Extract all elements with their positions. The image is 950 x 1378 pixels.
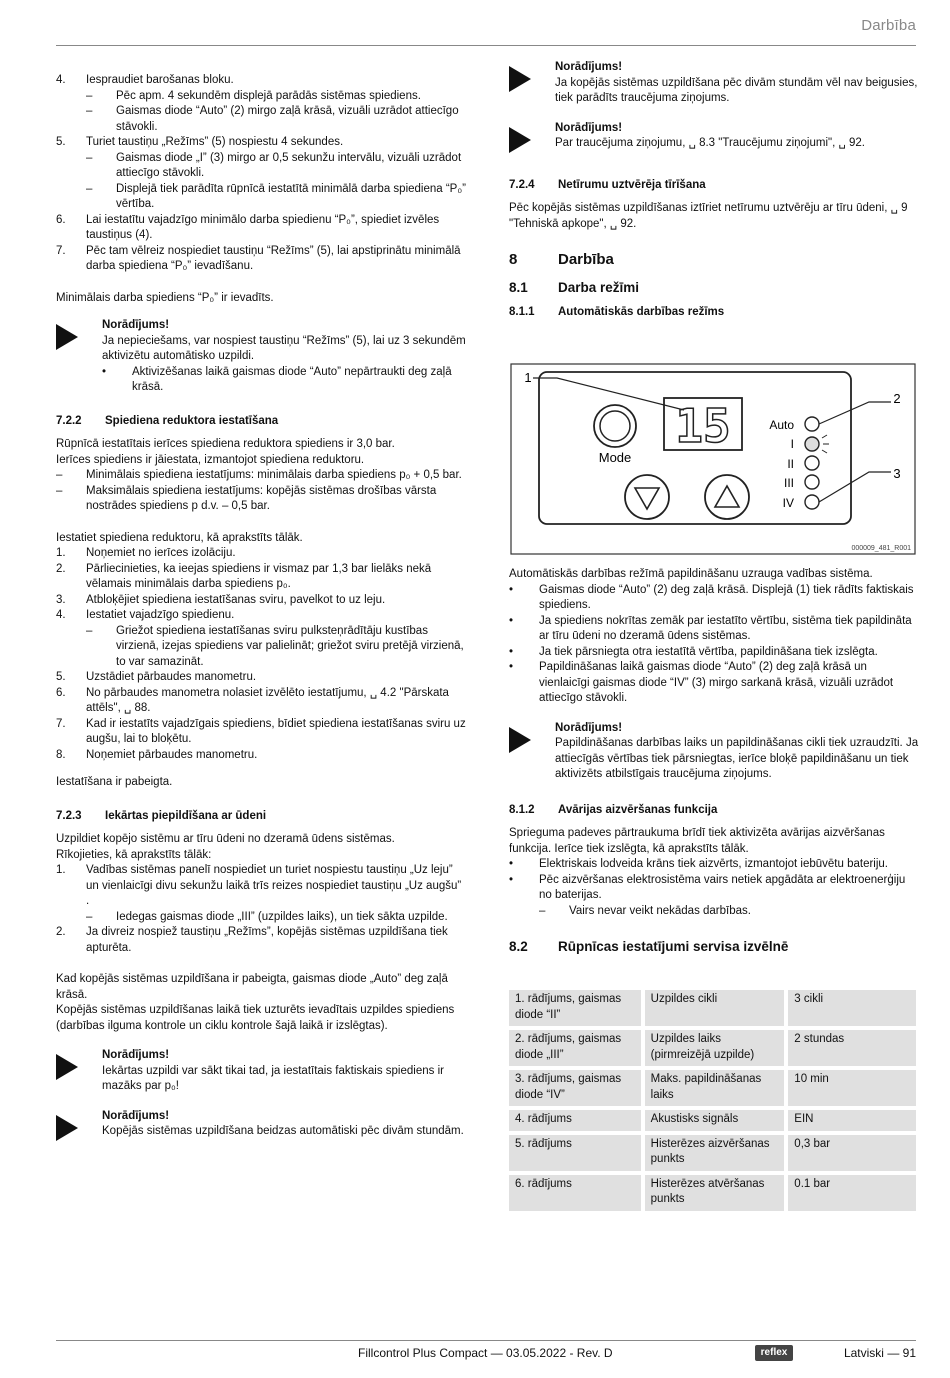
sub-item-text: Gaismas diode „I” (3) mirgo ar 0,5 sekunžu intervālu, vizuāli uzrādot attiecīgo stāvokli. bbox=[116, 151, 462, 179]
bullet-item bbox=[509, 873, 919, 904]
note-text: Kopējās sistēmas uzpildīšana beidzas automātiski pēc divām stundām. bbox=[102, 1125, 464, 1137]
note-fill-start bbox=[56, 1048, 466, 1095]
dash-marker: – bbox=[56, 484, 63, 497]
page-header-title: Darbība bbox=[861, 17, 916, 34]
paragraph: Uzpildiet kopējo sistēmu ar tīru ūdeni no dzeramā ūdens sistēmas. bbox=[56, 833, 395, 845]
note-title: Norādījums! bbox=[555, 121, 623, 134]
setup-steps-list bbox=[56, 73, 466, 275]
list-item bbox=[56, 670, 466, 686]
led-iv bbox=[805, 495, 819, 509]
dash-item bbox=[56, 484, 466, 515]
item-number: 4. bbox=[56, 609, 66, 621]
paragraph: Rīkojieties, kā aprakstīts tālāk: bbox=[56, 848, 212, 861]
settings-complete: Iestatīšana ir pabeigta. bbox=[56, 776, 173, 788]
dash-item: – Vairs nevar veikt nekādas darbības. bbox=[539, 904, 751, 917]
item-number: 7. bbox=[56, 244, 66, 257]
list-item bbox=[56, 562, 466, 593]
note-text: Papildināšanas darbības laiks un papildināšanas cikli tiek uzraudzīti. Ja attiecīgās vērtības tiek pārsniegtas, ierīce bloķē papildināšanu un tiek aktivizēts atbilstīgais traucējuma ziņojums. bbox=[555, 737, 919, 780]
item-number: 1. bbox=[56, 547, 66, 559]
reflex-logo: reflex bbox=[755, 1345, 793, 1361]
dash-marker: – bbox=[86, 89, 93, 102]
note-refill-monitoring bbox=[509, 721, 919, 783]
note-arrow-icon bbox=[509, 66, 531, 92]
item-number: 8. bbox=[56, 748, 66, 761]
table-cell: 2 stundas bbox=[788, 1030, 916, 1066]
item-text: Iespraudiet barošanas bloku. bbox=[86, 74, 234, 86]
sub-item bbox=[56, 104, 466, 135]
control-panel-figure bbox=[509, 362, 917, 556]
bullet-marker: • bbox=[509, 614, 514, 627]
item-number: 3. bbox=[56, 593, 66, 606]
paragraph: Kopējās sistēmas uzpildīšanas laikā tiek uzturēts ievadītais uzpildes spiediens (darbības ilguma kontrole un ciklu kontrole šajā laikā ir izslēgtas). bbox=[56, 1004, 455, 1032]
sub-item-text: Gaismas diode “Auto” (2) mirgo zaļā krāsā, vizuāli uzrādot attiecīgo stāvokli. bbox=[116, 105, 459, 133]
dash-marker: – bbox=[86, 151, 93, 164]
led-i bbox=[805, 437, 819, 451]
right-column bbox=[509, 60, 919, 321]
table-cell: 3 cikli bbox=[788, 990, 916, 1026]
dash-item bbox=[56, 468, 466, 484]
led-auto bbox=[805, 417, 819, 431]
led-label-iv: IV bbox=[782, 496, 794, 510]
note-text: Iekārtas uzpildi var sākt tikai tad, ja iestatītais faktiskais spiediens ir mazāks par p₀! bbox=[102, 1064, 444, 1092]
led-ii bbox=[805, 456, 819, 470]
bullet-item bbox=[509, 645, 919, 661]
paragraph: Automātiskās darbības režīmā papildināšanu uzrauga vadības sistēma. bbox=[509, 568, 873, 580]
section-8-1-heading: 8.1 Darba režīmi bbox=[509, 279, 640, 295]
table-cell: 3. rādījums, gaismas diode “IV” bbox=[509, 1070, 641, 1106]
table-cell: Maks. papildināšanas laiks bbox=[645, 1070, 785, 1106]
table-cell: Akustisks signāls bbox=[645, 1110, 785, 1131]
sub-item bbox=[56, 182, 466, 213]
note-text: Ja nepieciešams, var nospiest taustiņu “Režīms” (5), lai uz 3 sekundēm aktivizētu automātisko uzpildi. bbox=[102, 334, 466, 362]
note-fault-ref bbox=[509, 121, 919, 152]
footer-rule bbox=[56, 1340, 916, 1341]
table-cell: Histerēzes atvēršanas punkts bbox=[645, 1175, 785, 1211]
item-number: 5. bbox=[56, 671, 66, 683]
bullet-marker: • bbox=[509, 645, 514, 658]
sub-item bbox=[56, 151, 466, 182]
item-number: 7. bbox=[56, 717, 66, 730]
dash-marker: – bbox=[56, 469, 63, 481]
section-8-1-2-heading: 8.1.2 Avārijas aizvēršanas funkcija bbox=[509, 803, 718, 816]
bullet-item bbox=[509, 583, 919, 614]
dash-text: Minimālais spiediena iestatījums: minimālais darba spiediens p₀ + 0,5 bar. bbox=[86, 469, 462, 481]
table-cell: 0.1 bar bbox=[788, 1175, 916, 1211]
table-row bbox=[509, 1110, 916, 1131]
header-rule bbox=[56, 45, 916, 46]
auto-mode-bullets bbox=[509, 583, 919, 707]
display-value: 15 bbox=[675, 399, 731, 453]
paragraph: Rūpnīcā iestatītais ierīces spiediena reduktora spiediens ir 3,0 bar. bbox=[56, 438, 395, 450]
table-row bbox=[509, 1135, 916, 1171]
bullet-item bbox=[509, 614, 919, 645]
note-title: Norādījums! bbox=[102, 1049, 170, 1061]
item-text: Lai iestatītu vajadzīgo minimālo darba spiedienu “P₀”, spiediet izvēles taustiņus (4). bbox=[86, 213, 440, 241]
led-iii bbox=[805, 475, 819, 489]
sub-item bbox=[56, 89, 466, 105]
table-cell: 0,3 bar bbox=[788, 1135, 916, 1171]
note-arrow-icon bbox=[56, 1115, 78, 1141]
dash-marker: – bbox=[86, 182, 93, 195]
fill-step-1: 1. Vadības sistēmas panelī nospiediet un turiet nospiestu taustiņu „Uz leju” un vienlaicīgi divu sekunžu laikā trīs reizes nospiediet taustiņu „Uz augšu” . bbox=[56, 864, 462, 907]
table-row bbox=[509, 1070, 916, 1106]
paragraph: Pēc kopējās sistēmas uzpildīšanas iztīriet netīrumu uztvērēju ar tīru ūdeni, ␣ 9 "Tehniskā apkope", ␣ 92. bbox=[509, 202, 908, 230]
table-cell: 10 min bbox=[788, 1070, 916, 1106]
min-pressure-entered: Minimālais darba spiediens “P₀” ir ievadīts. bbox=[56, 291, 274, 304]
section-7-2-4-heading: 7.2.4 Netīrumu uztvērēja tīrīšana bbox=[509, 178, 706, 191]
item-text: Noņemiet pārbaudes manometru. bbox=[86, 748, 258, 761]
list-item bbox=[56, 593, 466, 609]
table-cell: Uzpildes cikli bbox=[645, 990, 785, 1026]
note-arrow-icon bbox=[56, 324, 78, 350]
bullet-item bbox=[509, 857, 919, 873]
note-title: Norādījums! bbox=[555, 721, 623, 734]
led-label-i: I bbox=[790, 437, 794, 451]
bullet-text: Ja tiek pārsniegta otra iestatītā vērtība, papildināšana tiek izslēgta. bbox=[539, 645, 878, 658]
item-text: Pēc tam vēlreiz nospiediet taustiņu “Režīms” (5), lai apstiprinātu minimālā darba spiediena “P₀” ievadīšanu. bbox=[86, 244, 461, 272]
section-8-1-1-heading: 8.1.1 Automātiskās darbības režīms bbox=[509, 306, 725, 318]
table-row bbox=[509, 1030, 916, 1066]
item-text: No pārbaudes manometra nolasiet izvēlēto iestatījumu, ␣ 4.2 "Pārskata attēls", ␣ 88. bbox=[86, 686, 449, 714]
section-7-2-3-heading: 7.2.3 Iekārtas piepildīšana ar ūdeni bbox=[56, 809, 267, 822]
list-item bbox=[56, 73, 466, 89]
note-autofill: Norādījums! Ja nepieciešams, var nospiest taustiņu “Režīms” (5), lai uz 3 sekundēm aktivizētu automātisko uzpildi. • Aktivizēšanas laikā gaismas diode “Auto” nepārtraukti deg zaļā krāsā. bbox=[56, 318, 466, 396]
list-item bbox=[56, 748, 466, 764]
list-item bbox=[56, 608, 466, 624]
item-text: Kad ir iestatīts vajadzīgais spiediens, bīdiet spiediena iestatīšanas sviru uz augšu, lai to bloķētu. bbox=[86, 717, 466, 745]
note-text: Ja kopējās sistēmas uzpildīšana pēc divām stundām vēl nav beigusies, tiek parādīts traucējuma ziņojums. bbox=[555, 76, 918, 104]
factory-settings-table bbox=[505, 986, 920, 1215]
fill-step-1-sub: – Iedegas gaismas diode „III” (uzpildes laiks), un tiek sākta uzpilde. bbox=[86, 910, 448, 923]
item-number: 2. bbox=[56, 562, 66, 575]
table-cell: 4. rādījums bbox=[509, 1110, 641, 1131]
sub-item-text: Displejā tiek parādīta rūpnīcā iestatītā minimālā darba spiediena “P₀” vērtība. bbox=[116, 182, 466, 210]
list-item bbox=[56, 546, 466, 562]
dash-text: Maksimālais spiediena iestatījums: kopējās sistēmas drošības vārsta nostrādes spiediens p d.v. – 0,5 bar. bbox=[86, 484, 437, 512]
fill-step-2: 2. Ja divreiz nospiež taustiņu „Režīms”, kopējās sistēmas uzpildīšana tiek apturēta. bbox=[56, 926, 448, 954]
item-text: Noņemiet no ierīces izolāciju. bbox=[86, 547, 236, 559]
figure-code: 000009_481_R001 bbox=[851, 545, 911, 552]
note-arrow-icon bbox=[509, 127, 531, 153]
bullet-text: Elektriskais lodveida krāns tiek aizvērts, izmantojot iebūvētu bateriju. bbox=[539, 858, 888, 870]
footer-page: Latviski — 91 bbox=[843, 1346, 916, 1360]
led-label-auto: Auto bbox=[769, 418, 794, 432]
dash-marker: – bbox=[86, 624, 93, 637]
note-title: Norādījums! bbox=[555, 61, 623, 73]
table-cell: 6. rādījums bbox=[509, 1175, 641, 1211]
paragraph: Iestatiet spiediena reduktoru, kā aprakstīts tālāk. bbox=[56, 531, 303, 544]
sub-item-text: Griežot spiediena iestatīšanas sviru pulksteņrādītāju kustības virzienā, izejas spiediens var palielināt; griežot sviru pretējā virzienā, to var samazināt. bbox=[116, 624, 464, 668]
callout-2: 2 bbox=[893, 391, 901, 406]
item-text: Turiet taustiņu „Režīms” (5) nospiestu 4 sekundes. bbox=[86, 136, 344, 148]
sub-item bbox=[56, 624, 466, 671]
paragraph: Ierīces spiediens ir jāiestata, izmantojot spiediena reduktoru. bbox=[56, 453, 365, 466]
note-text: Par traucējuma ziņojumu, ␣ 8.3 "Traucējumu ziņojumi", ␣ 92. bbox=[555, 137, 865, 149]
bullet-marker: • bbox=[509, 873, 514, 886]
note-fill-end bbox=[56, 1109, 466, 1140]
bullet-marker: • bbox=[509, 583, 514, 596]
table-row bbox=[509, 990, 916, 1026]
table-cell: Histerēzes aizvēršanas punkts bbox=[645, 1135, 785, 1171]
table-cell: 2. rādījums, gaismas diode „III” bbox=[509, 1030, 641, 1066]
dash-marker: – bbox=[86, 105, 93, 117]
item-text: Atbloķējiet spiediena iestatīšanas sviru, pavelkot to uz leju. bbox=[86, 593, 386, 606]
callout-1: 1 bbox=[524, 370, 532, 385]
table-cell: EIN bbox=[788, 1110, 916, 1131]
bullet-text: Pēc aizvēršanas elektrosistēma vairs netiek apgādāta ar elektroenerģiju no baterijas. bbox=[539, 873, 906, 901]
mode-label: Mode bbox=[598, 450, 632, 465]
sub-item-text: Pēc apm. 4 sekundēm displejā parādās sistēmas spiediens. bbox=[116, 89, 421, 102]
item-text: Uzstādiet pārbaudes manometru. bbox=[86, 671, 257, 683]
list-item bbox=[56, 135, 466, 151]
item-number: 6. bbox=[56, 213, 66, 226]
callout-3: 3 bbox=[893, 466, 901, 481]
bullet-item bbox=[509, 660, 919, 707]
section-8-2-heading: 8.2 Rūpnīcas iestatījumi servisa izvēlnē bbox=[509, 939, 789, 954]
list-item bbox=[56, 686, 466, 717]
reducer-steps-list bbox=[56, 546, 466, 763]
bullet-text: Ja spiediens nokrītas zemāk par iestatīto vērtību, sistēma tiek papildināta ar tīru ūdeni no dzeramā ūdens sistēmas. bbox=[539, 614, 912, 642]
section-7-2-2-heading: 7.2.2 Spiediena reduktora iestatīšana bbox=[56, 414, 279, 427]
left-column bbox=[56, 73, 466, 1140]
table-cell: 1. rādījums, gaismas diode “II” bbox=[509, 990, 641, 1026]
list-item bbox=[56, 213, 466, 244]
item-number: 6. bbox=[56, 686, 66, 699]
table-row bbox=[509, 1175, 916, 1211]
table-cell: Uzpildes laiks (pirmreizējā uzpilde) bbox=[645, 1030, 785, 1066]
paragraph: Kad kopējās sistēmas uzpildīšana ir pabeigta, gaismas diode „Auto” deg zaļā krāsā. bbox=[56, 973, 448, 1001]
note-bullet: Aktivizēšanas laikā gaismas diode “Auto” nepārtraukti deg zaļā krāsā. bbox=[132, 365, 452, 393]
note-arrow-icon bbox=[56, 1054, 78, 1080]
footer-product: Fillcontrol Plus Compact — 03.05.2022 - Rev. D bbox=[358, 1346, 613, 1360]
note-arrow-icon bbox=[509, 727, 531, 753]
bullet-marker: • bbox=[509, 661, 514, 673]
bullet-marker: • bbox=[509, 858, 514, 870]
led-label-ii: II bbox=[787, 457, 794, 471]
list-item bbox=[56, 717, 466, 748]
section-8-heading: 8 Darbība bbox=[509, 251, 614, 268]
table-cell: 5. rādījums bbox=[509, 1135, 641, 1171]
note-title: Norādījums! bbox=[102, 1109, 170, 1122]
paragraph: Sprieguma padeves pārtraukuma brīdī tiek aktivizēta avārijas aizvēršanas funkcija. Ierīce tiek izslēgta, kā aprakstīts tālāk. bbox=[509, 827, 885, 855]
right-column-lower bbox=[509, 567, 919, 955]
item-text: Pārliecinieties, ka ieejas spiediens ir vismaz par 1,3 bar lielāks nekā vēlamais minimālais darba spiediens p₀. bbox=[86, 562, 432, 590]
led-label-iii: III bbox=[783, 476, 794, 490]
bullet-text: Gaismas diode “Auto” (2) deg zaļā krāsā. Displejā (1) tiek rādīts faktiskais spiediens. bbox=[539, 583, 914, 611]
item-number: 4. bbox=[56, 74, 66, 86]
note-fill-timeout bbox=[509, 60, 919, 107]
item-number: 5. bbox=[56, 136, 66, 148]
note-title: Norādījums! bbox=[102, 319, 170, 331]
bullet-text: Papildināšanas laikā gaismas diode “Auto” (2) deg zaļā krāsā un vienlaicīgi gaismas diode “IV” (3) mirgo sarkanā krāsā, vizuāli uzrādot attiecīgo stāvokli. bbox=[539, 661, 894, 704]
item-text: Iestatiet vajadzīgo spiedienu. bbox=[86, 609, 235, 621]
list-item bbox=[56, 244, 466, 275]
